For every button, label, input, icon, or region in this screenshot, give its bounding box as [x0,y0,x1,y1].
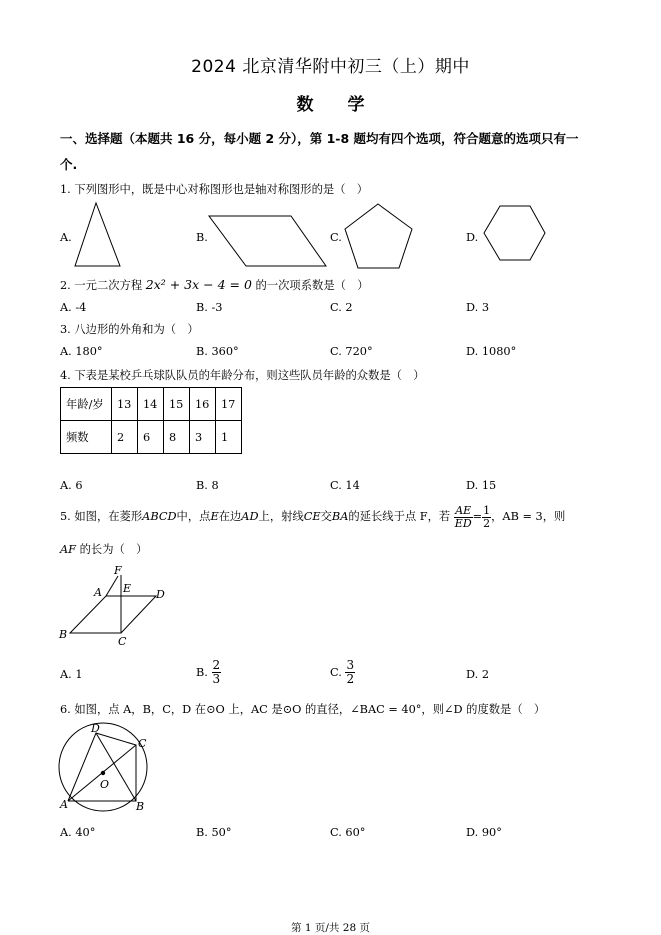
fraction-numerator: 2 [212,658,221,672]
q5-ad: AD [241,510,259,523]
table-cell: 2 [112,421,138,454]
fraction-denominator: ED [454,516,472,530]
q2-option-b[interactable]: B. -3 [196,301,223,314]
q3-option-b[interactable]: B. 360° [196,345,239,358]
q5-text: 5. 如图，在菱形 [60,510,143,523]
fraction-numerator: 1 [483,503,491,517]
option-prefix: B. [196,666,208,679]
label-B: B [59,628,68,641]
q5-text: 的长为（ ） [79,543,148,556]
table-cell: 3 [190,421,216,454]
q4-option-b[interactable]: B. 8 [196,479,219,492]
label-A: A [94,586,102,599]
q5-eq: = [472,510,483,523]
q6-stem: 6. 如图，点 A，B，C，D 在⊙O 上，AC 是⊙O 的直径，∠BAC = 40°，则∠D 的度数是（ ） [60,703,546,716]
q6-option-b[interactable]: B. 50° [196,826,232,839]
label-C: C [118,635,127,648]
q5-text: ，AB = 3，则 [491,510,566,523]
q6-option-d[interactable]: D. 90° [466,826,502,839]
q5-text: 的延长线于点 F，若 [348,510,451,523]
q5-option-d[interactable]: D. 2 [466,668,490,681]
q3-stem: 3. 八边形的外角和为（ ） [60,323,199,336]
label-E: E [123,582,132,595]
table-header-freq: 频数 [61,421,112,454]
option-prefix: C. [330,666,342,679]
label-C: C [138,737,147,750]
table-cell: 13 [112,388,138,421]
q6-option-c[interactable]: C. 60° [330,826,366,839]
q2-stem-suffix: 的一次项系数是（ ） [255,279,369,292]
fraction-denominator: 2 [346,672,355,686]
q6-option-a[interactable]: A. 40° [60,826,96,839]
q5-text: 在边 [218,510,242,523]
table-cell: 8 [164,421,190,454]
q5-abcd: ABCD [142,510,177,523]
label-D: D [156,588,165,601]
q4-option-c[interactable]: C. 14 [330,479,360,492]
page-title: 2024 北京清华附中初三（上）期中 [191,57,470,77]
q4-option-d[interactable]: D. 15 [466,479,497,492]
label-F: F [114,564,122,577]
q3-option-a[interactable]: A. 180° [60,345,103,358]
q4-stem: 4. 下表是某校乒乓球队队员的年龄分布，则这些队员年龄的众数是（ ） [60,369,425,382]
q5-text: 上，射线 [258,510,304,523]
label-B: B [136,800,145,813]
q1-stem: 1. 下列图形中，既是中心对称图形也是轴对称图形的是（ ） [60,183,369,196]
label-A: A [60,798,68,811]
q4-option-a[interactable]: A. 6 [60,479,83,492]
q5-text: 交 [320,510,332,523]
q1-option-c[interactable]: C. [330,231,342,244]
q5-af: AF [60,543,76,556]
q3-option-d[interactable]: D. 1080° [466,345,517,358]
fraction-numerator: AE [455,503,472,517]
subject-title: 数 学 [296,95,365,115]
page-footer: 第 1 页/共 28 页 [291,922,370,934]
q2-option-d[interactable]: D. 3 [466,301,490,314]
q5-ba: BA [331,510,349,523]
table-cell: 1 [216,421,242,454]
label-D: D [91,722,100,735]
q5-e: E [210,510,219,523]
q2-option-c[interactable]: C. 2 [330,301,353,314]
table-cell: 15 [164,388,190,421]
q1-option-b[interactable]: B. [196,231,208,244]
q2-equation: 2x² + 3x − 4 = 0 [145,277,252,292]
section-heading-line2: 个. [60,157,78,172]
section-heading-line1: 一、选择题（本题共 16 分，每小题 2 分），第 1-8 题均有四个选项，符合题意的选项只有一 [60,131,579,146]
fraction-denominator: 3 [212,672,221,686]
q3-option-c[interactable]: C. 720° [330,345,373,358]
table-cell: 17 [216,388,242,421]
fraction-numerator: 3 [346,658,355,672]
table-cell: 6 [138,421,164,454]
q5-option-a[interactable]: A. 1 [60,668,83,681]
q2-stem-prefix: 2. 一元二次方程 [60,279,143,292]
fraction-denominator: 2 [483,516,491,530]
q2-option-a[interactable]: A. -4 [60,301,87,314]
q1-option-d[interactable]: D. [466,231,479,244]
q1-option-a[interactable]: A. [60,231,72,244]
table-cell: 14 [138,388,164,421]
table-cell: 16 [190,388,216,421]
q5-ce: CE [303,510,321,523]
q5-text: 中，点 [176,510,211,523]
label-O: O [100,778,110,791]
table-header-age: 年龄/岁 [61,388,112,421]
